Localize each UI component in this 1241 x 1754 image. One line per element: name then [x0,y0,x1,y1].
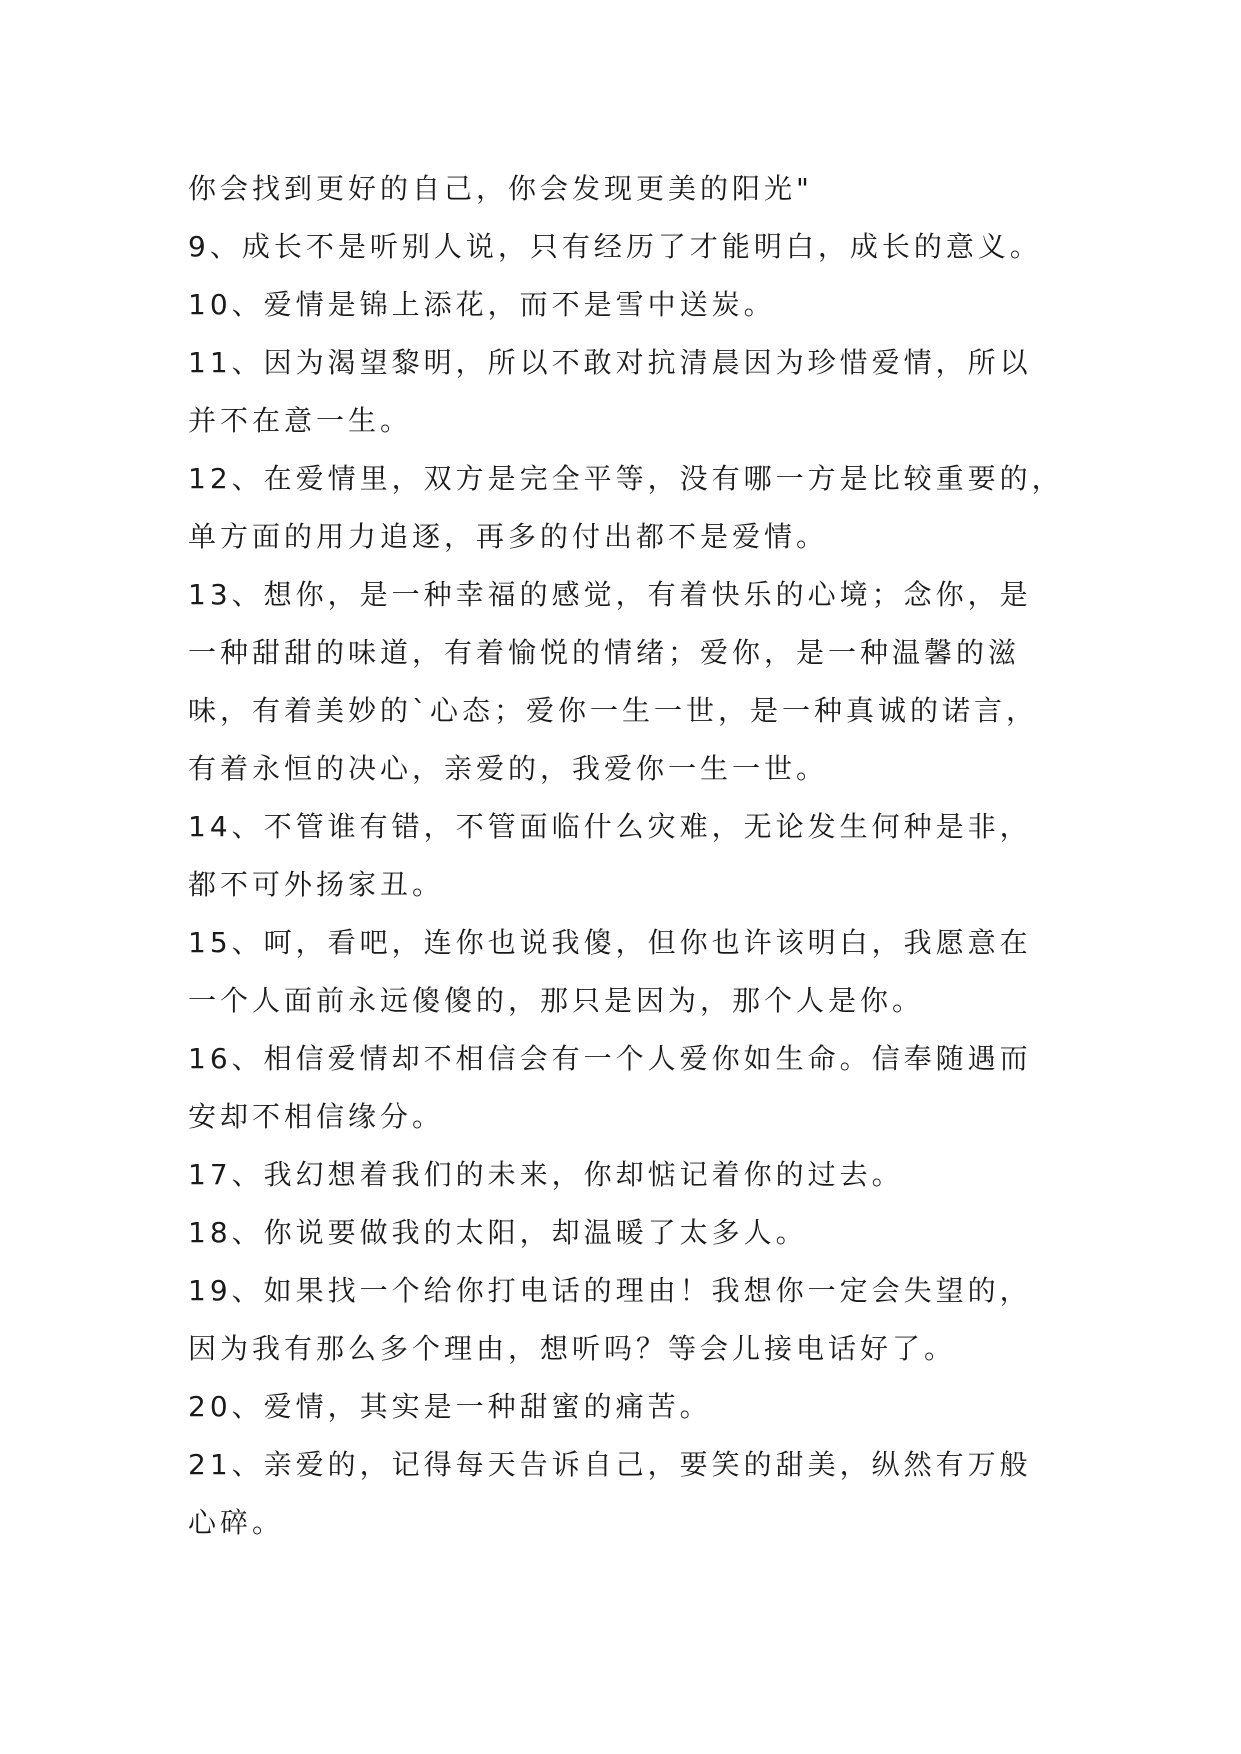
text-line: 单方面的用力追逐，再多的付出都不是爱情。 [188,520,829,553]
text-line: 19、如果找一个给你打电话的理由！我想你一定会失望的， [188,1274,1032,1307]
text-line: 9、成长不是听别人说，只有经历了才能明白，成长的意义。 [188,230,1042,263]
text-line: 16、相信爱情却不相信会有一个人爱你如生命。信奉随遇而 [188,1042,1032,1075]
text-line: 18、你说要做我的太阳，却温暖了太多人。 [188,1216,808,1249]
text-line: 安却不相信缘分。 [188,1100,445,1133]
text-line: 17、我幻想着我们的未来，你却惦记着你的过去。 [188,1158,904,1191]
text-line: 20、爱情，其实是一种甜蜜的痛苦。 [188,1390,712,1423]
document-body [188,160,1088,1552]
text-line: 味，有着美妙的`心态；爱你一生一世，是一种真诚的诺言， [188,694,1039,727]
text-line: 12、在爱情里，双方是完全平等，没有哪一方是比较重要的， [188,462,1064,495]
text-line: 14、不管谁有错，不管面临什么灾难，无论发生何种是非， [188,810,1032,843]
text-line: 你会找到更好的自己，你会发现更美的阳光" [188,172,813,205]
text-line: 15、呵，看吧，连你也说我傻，但你也许该明白，我愿意在 [188,926,1032,959]
text-line: 有着永恒的决心，亲爱的，我爱你一生一世。 [188,752,829,785]
text-line: 一个人面前永远傻傻的，那只是因为，那个人是你。 [188,984,925,1017]
text-line: 13、想你，是一种幸福的感觉，有着快乐的心境；念你，是 [188,578,1032,611]
text-line: 21、亲爱的，记得每天告诉自己，要笑的甜美，纵然有万般 [188,1448,1032,1481]
text-line: 心碎。 [188,1506,285,1539]
text-line: 并不在意一生。 [188,404,413,437]
text-line: 10、爱情是锦上添花，而不是雪中送炭。 [188,288,776,321]
text-line: 都不可外扬家丑。 [188,868,445,901]
text-line: 因为我有那么多个理由，想听吗？等会儿接电话好了。 [188,1332,957,1365]
text-line: 一种甜甜的味道，有着愉悦的情绪；爱你，是一种温馨的滋 [188,636,1021,669]
text-line: 11、因为渴望黎明，所以不敢对抗清晨因为珍惜爱情，所以 [188,346,1032,379]
